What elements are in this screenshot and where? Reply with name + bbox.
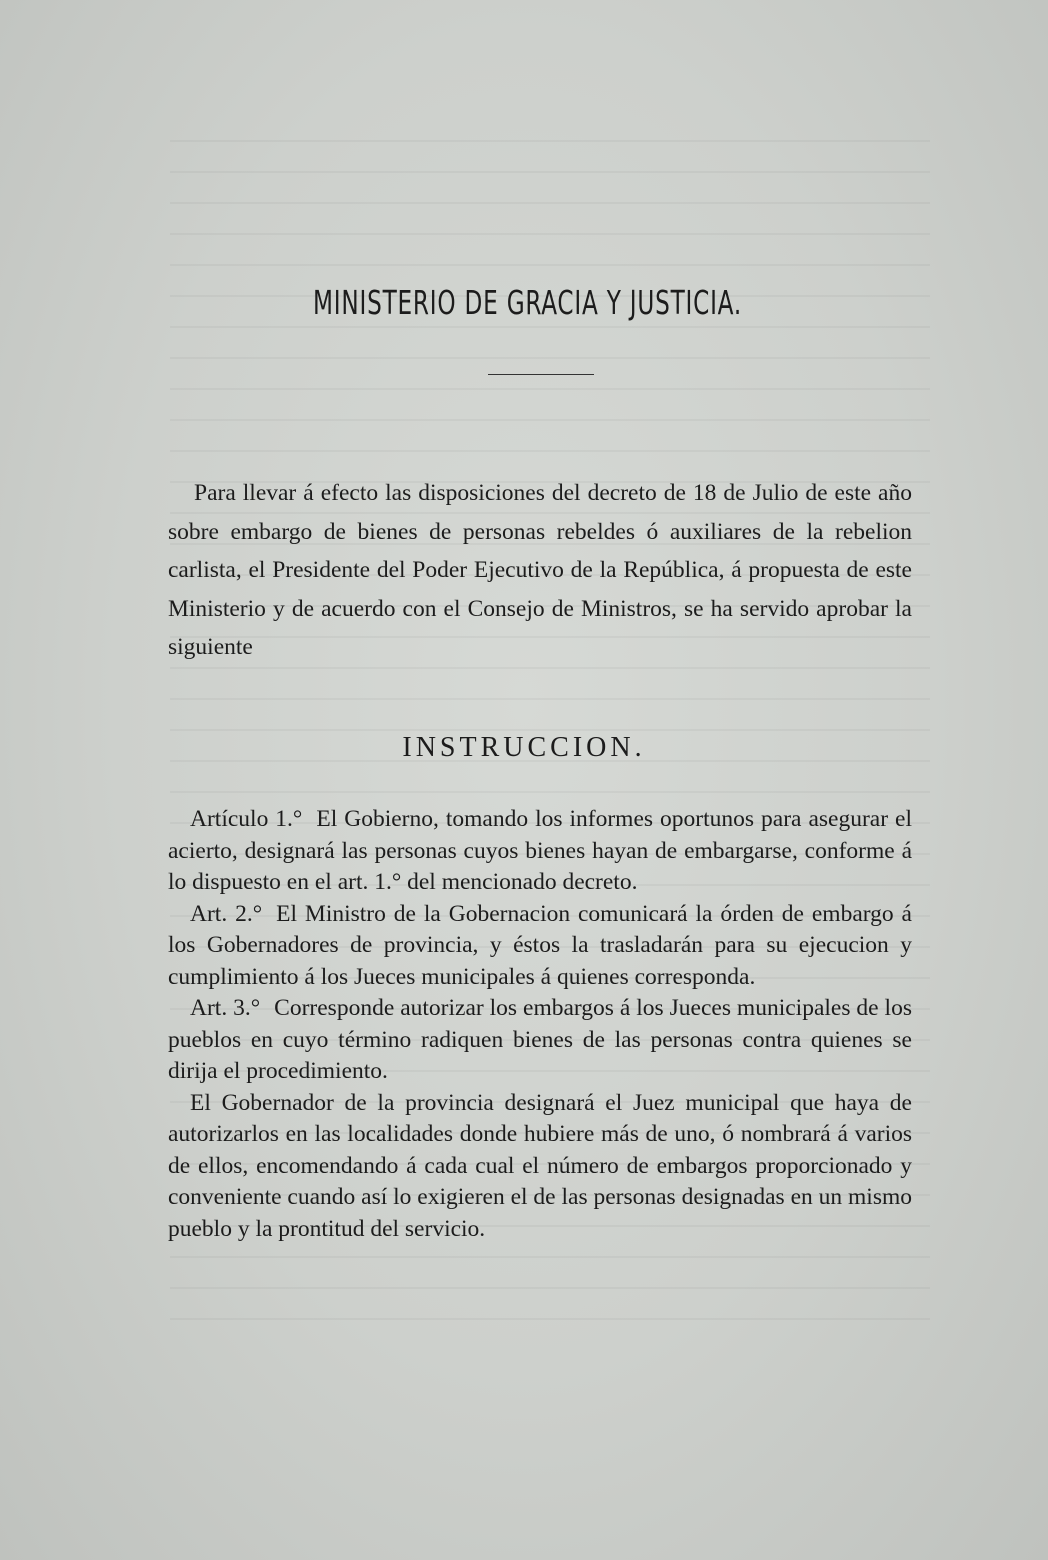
article-3-label: Art. 3.° xyxy=(190,995,261,1021)
article-2-text: El Ministro de la Gobernacion comunicará la órden de embargo á los Gobernadores de provincia, y éstos la trasladarán para su ejecucion y cumplimiento á los Jueces municipales á quienes corresponda. xyxy=(168,900,912,990)
article-1-text: El Gobierno, tomando los informes oportunos para asegurar el acierto, designará las personas cuyos bienes hayan de embargarse, conforme á lo dispuesto en el art. 1.° del mencionado decreto. xyxy=(168,806,912,895)
article-3-text: Corresponde autorizar los embargos á los Jueces municipales de los pueblos en cuyo término radiquen bienes de las personas contra quienes se dirija el procedimiento. xyxy=(168,995,912,1084)
article-1-label: Artículo 1.° xyxy=(190,806,303,832)
article-2-label: Art. 2.° xyxy=(190,900,263,927)
article-3 xyxy=(168,993,912,1088)
closing-paragraph: El Gobernador de la provincia designará el Juez municipal que haya de autorizarlos en las localidades donde hubiere más de uno, ó nombrará á varios de ellos, encomendando á cada cual el número de embargos proporcionado y conveniente cuando así lo exigieren el de las personas designadas en un mismo pueblo y la prontitud del servicio. xyxy=(168,1089,912,1242)
ministry-title: MINISTERIO DE GRACIA Y JUSTICIA. xyxy=(313,283,742,322)
articles-section xyxy=(168,804,912,1245)
instruction-heading: INSTRUCCION. xyxy=(402,732,646,763)
intro-paragraph: Para llevar á efecto las disposiciones del decreto de 18 de Julio de este año sobre embargo de bienes de personas rebeldes ó auxiliares de la rebelion carlista, el Presidente del Poder Ejecutivo de la República, á propuesta de este Ministerio y de acuerdo con el Consejo de Ministros, se ha servido aprobar la siguiente xyxy=(168,480,912,660)
article-1 xyxy=(168,804,912,899)
article-2 xyxy=(168,899,912,994)
title-divider xyxy=(488,374,594,375)
